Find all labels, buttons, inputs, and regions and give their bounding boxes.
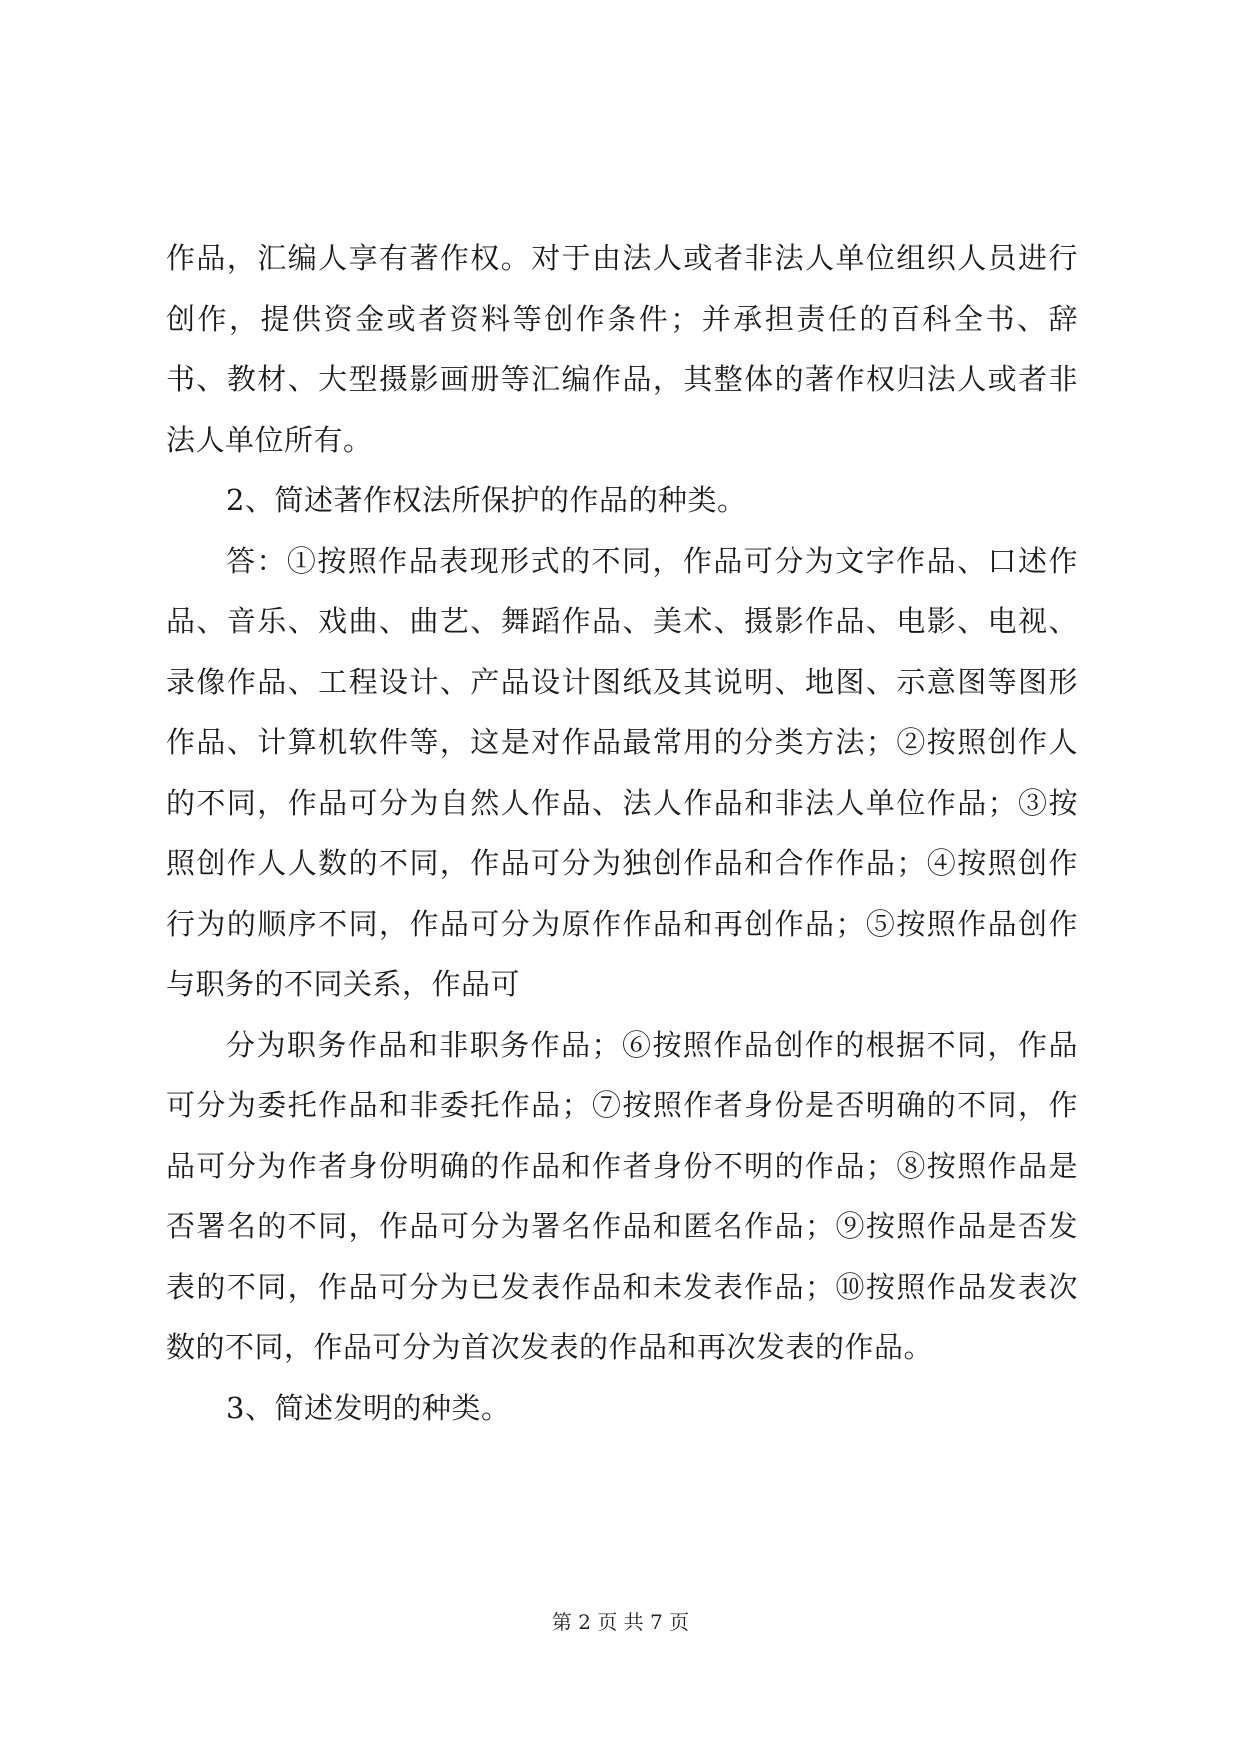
page-number-footer: 第 2 页 共 7 页 — [551, 1610, 690, 1634]
question-3-heading: 3、简述发明的种类。 — [226, 1390, 511, 1425]
answer-2-part-1: 答：①按照作品表现形式的不同，作品可分为文字作品、口述作品、音乐、戏曲、曲艺、舞蹈作品、美术、摄影作品、电影、电视、录像作品、工程设计、产品设计图纸及其说明、地图、示意图等图形作品、计算机软件等，这是对作品最常用的分类方法；②按照创作人的不同，作品可分为自然人作品、法人作品和非法人单位作品；③按照创作人人数的不同，作品可分为独创作品和合作作品；④按照创作行为的顺序不同，作品可分为原作作品和再创作品；⑤按照作品创作与职务的不同关系，作品可 — [166, 543, 1078, 1001]
question-2-heading: 2、简述著作权法所保护的作品的种类。 — [226, 483, 747, 517]
page-body — [166, 228, 1078, 1438]
answer-2-part-2: 分为职务作品和非职务作品；⑥按照作品创作的根据不同，作品可分为委托作品和非委托作品；⑦按照作者身份是否明确的不同，作品可分为作者身份明确的作品和作者身份不明的作品；⑧按照作品是否署名的不同，作品可分为署名作品和匿名作品；⑨按照作品是否发表的不同，作品可分为已发表作品和未发表作品；⑩按照作品发表次数的不同，作品可分为首次发表的作品和再次发表的作品。 — [166, 1027, 1078, 1364]
paragraph-continuation: 作品，汇编人享有著作权。对于由法人或者非法人单位组织人员进行创作，提供资金或者资料等创作条件；并承担责任的百科全书、辞书、教材、大型摄影画册等汇编作品，其整体的著作权归法人或者非法人单位所有。 — [166, 241, 1078, 457]
